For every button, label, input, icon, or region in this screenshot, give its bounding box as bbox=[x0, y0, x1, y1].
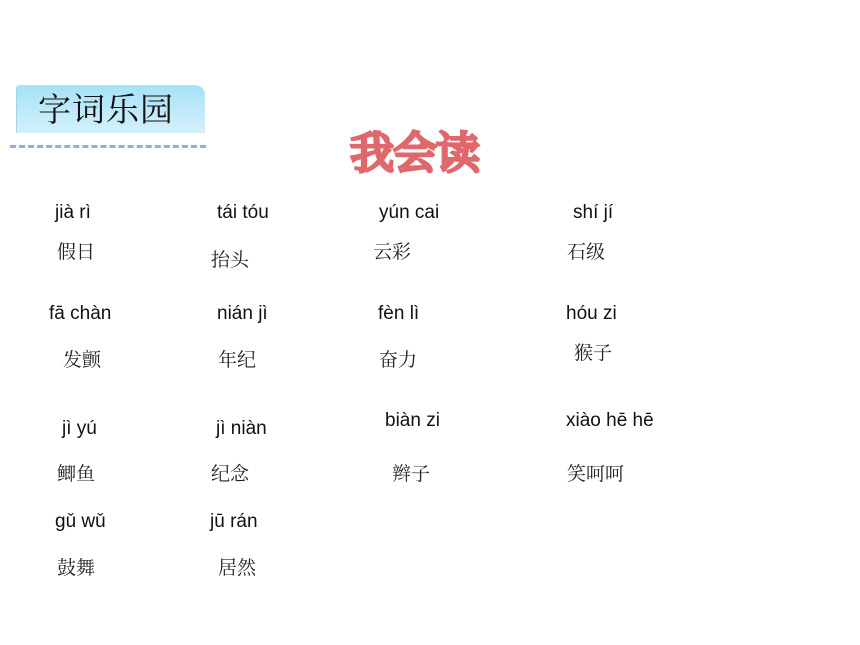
hanzi-nianji: 年纪 bbox=[218, 349, 257, 371]
hanzi-taitou: 抬头 bbox=[211, 249, 250, 271]
pinyin-jiyu: jì yú bbox=[62, 418, 97, 439]
pinyin-jinian: jì niàn bbox=[216, 418, 267, 439]
pinyin-yuncai: yún cai bbox=[379, 202, 440, 223]
pinyin-juran: jū rán bbox=[210, 511, 258, 532]
pinyin-shiji: shí jí bbox=[573, 202, 614, 223]
hanzi-guwu: 鼓舞 bbox=[57, 557, 96, 579]
hanzi-jiari: 假日 bbox=[57, 241, 96, 263]
hanzi-shiji: 石级 bbox=[567, 241, 606, 263]
hanzi-yuncai: 云彩 bbox=[373, 241, 412, 263]
pinyin-fenli: fèn lì bbox=[378, 303, 420, 324]
hanzi-fachan: 发颤 bbox=[63, 349, 102, 371]
hanzi-fenli: 奋力 bbox=[379, 349, 418, 371]
hanzi-jinian: 纪念 bbox=[211, 463, 250, 485]
pinyin-fachan: fā chàn bbox=[49, 303, 112, 324]
pinyin-xiaohehe: xiào hē hē bbox=[566, 410, 654, 431]
banner-title: 我会读 bbox=[350, 128, 479, 179]
dashed-divider bbox=[10, 145, 206, 148]
pinyin-nianji: nián jì bbox=[217, 303, 268, 324]
hanzi-houzi: 猴子 bbox=[574, 342, 613, 364]
hanzi-jiyu: 鲫鱼 bbox=[57, 463, 96, 485]
pinyin-guwu: gǔ wǔ bbox=[55, 511, 106, 532]
pinyin-houzi: hóu zi bbox=[566, 303, 617, 324]
hanzi-juran: 居然 bbox=[218, 557, 257, 579]
hanzi-xiaohehe: 笑呵呵 bbox=[567, 463, 625, 485]
pinyin-jiari: jià rì bbox=[55, 202, 91, 223]
pinyin-bianzi: biàn zi bbox=[385, 410, 440, 431]
hanzi-bianzi: 辫子 bbox=[392, 463, 431, 485]
pinyin-taitou: tái tóu bbox=[217, 202, 269, 223]
section-title: 字词乐园 bbox=[38, 90, 174, 129]
